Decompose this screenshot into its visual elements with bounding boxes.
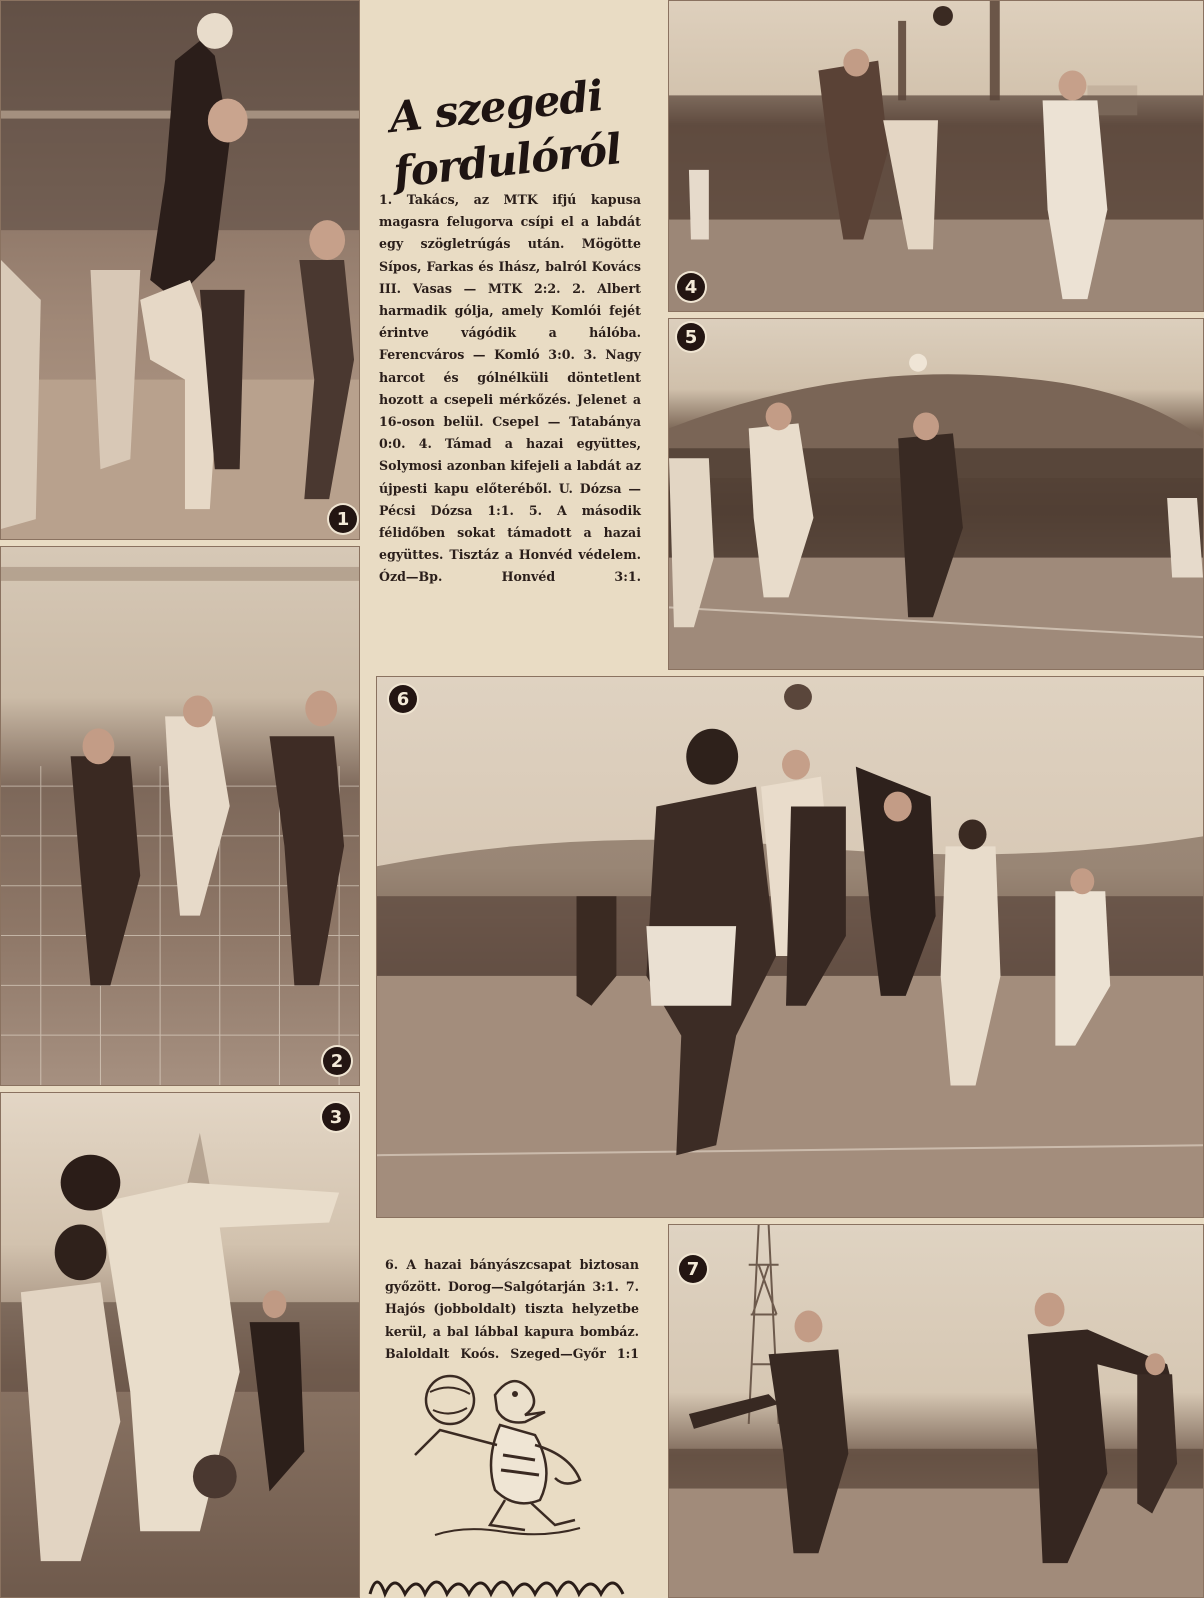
photo-1-scene xyxy=(1,1,359,539)
article-headline xyxy=(383,70,645,197)
football-mascot-illustration xyxy=(405,1360,595,1540)
photo-number-badge: 6 xyxy=(389,685,417,713)
photo-7-scene xyxy=(669,1225,1203,1597)
photo-5 xyxy=(668,318,1204,670)
photo-4 xyxy=(668,0,1204,312)
photo-number-badge: 5 xyxy=(677,323,705,351)
photo-2-scene xyxy=(1,547,359,1085)
photo-number-badge: 2 xyxy=(323,1047,351,1075)
photo-6 xyxy=(376,676,1204,1218)
photo-4-scene xyxy=(669,1,1203,311)
photo-3 xyxy=(0,1092,360,1598)
photo-number-badge: 7 xyxy=(679,1255,707,1283)
photo-2 xyxy=(0,546,360,1086)
photo-7 xyxy=(668,1224,1204,1598)
caption-photos-6-7: 6. A hazai bányászcsapat biztosan győzött. Dorog—Salgótarján 3:1. 7. Hajós (jobboldalt) tiszta helyzetbe kerül, a bal lábbal kapura bombáz. Baloldalt Koós. Szeged—Győr 1:1 xyxy=(385,1257,639,1361)
photo-6-scene xyxy=(377,677,1203,1217)
photo-number-badge: 1 xyxy=(329,505,357,533)
photo-number-badge: 4 xyxy=(677,273,705,301)
headline-line-1: A szegedi xyxy=(387,70,605,143)
photo-number-badge: 3 xyxy=(322,1103,350,1131)
headline-line-2: fordulóról xyxy=(391,124,624,197)
photo-1 xyxy=(0,0,360,540)
photo-5-scene xyxy=(669,319,1203,669)
decorative-scrawl xyxy=(365,1566,645,1598)
caption-photos-1-5: 1. Takács, az MTK ifjú kapusa magasra felugorva csípi el a labdát egy szögletrúgás után. Mögötte Sípos, Farkas és Ihász, balról Kovács III. Vasas — MTK 2:2. 2. Albert harmadik gólja, amely Komlói fejét érintve vágódik a hálóba. Ferencváros — Komló 3:0. 3. Nagy harcot és gólnélküli döntetlent hozott a csepeli mérkőzés. Jelenet a 16-oson belül. Csepel — Tatabánya 0:0. 4. Támad a hazai együttes, Solymosi azonban kifejeli a labdát az újpesti kapu előteréből. U. Dózsa — Pécsi Dózsa 1:1. 5. A második félidőben sokat támadott a hazai együttes. Tisztáz a Honvéd védelem. Ózd—Bp. Honvéd 3:1. xyxy=(379,192,641,585)
photo-3-scene xyxy=(1,1093,359,1597)
